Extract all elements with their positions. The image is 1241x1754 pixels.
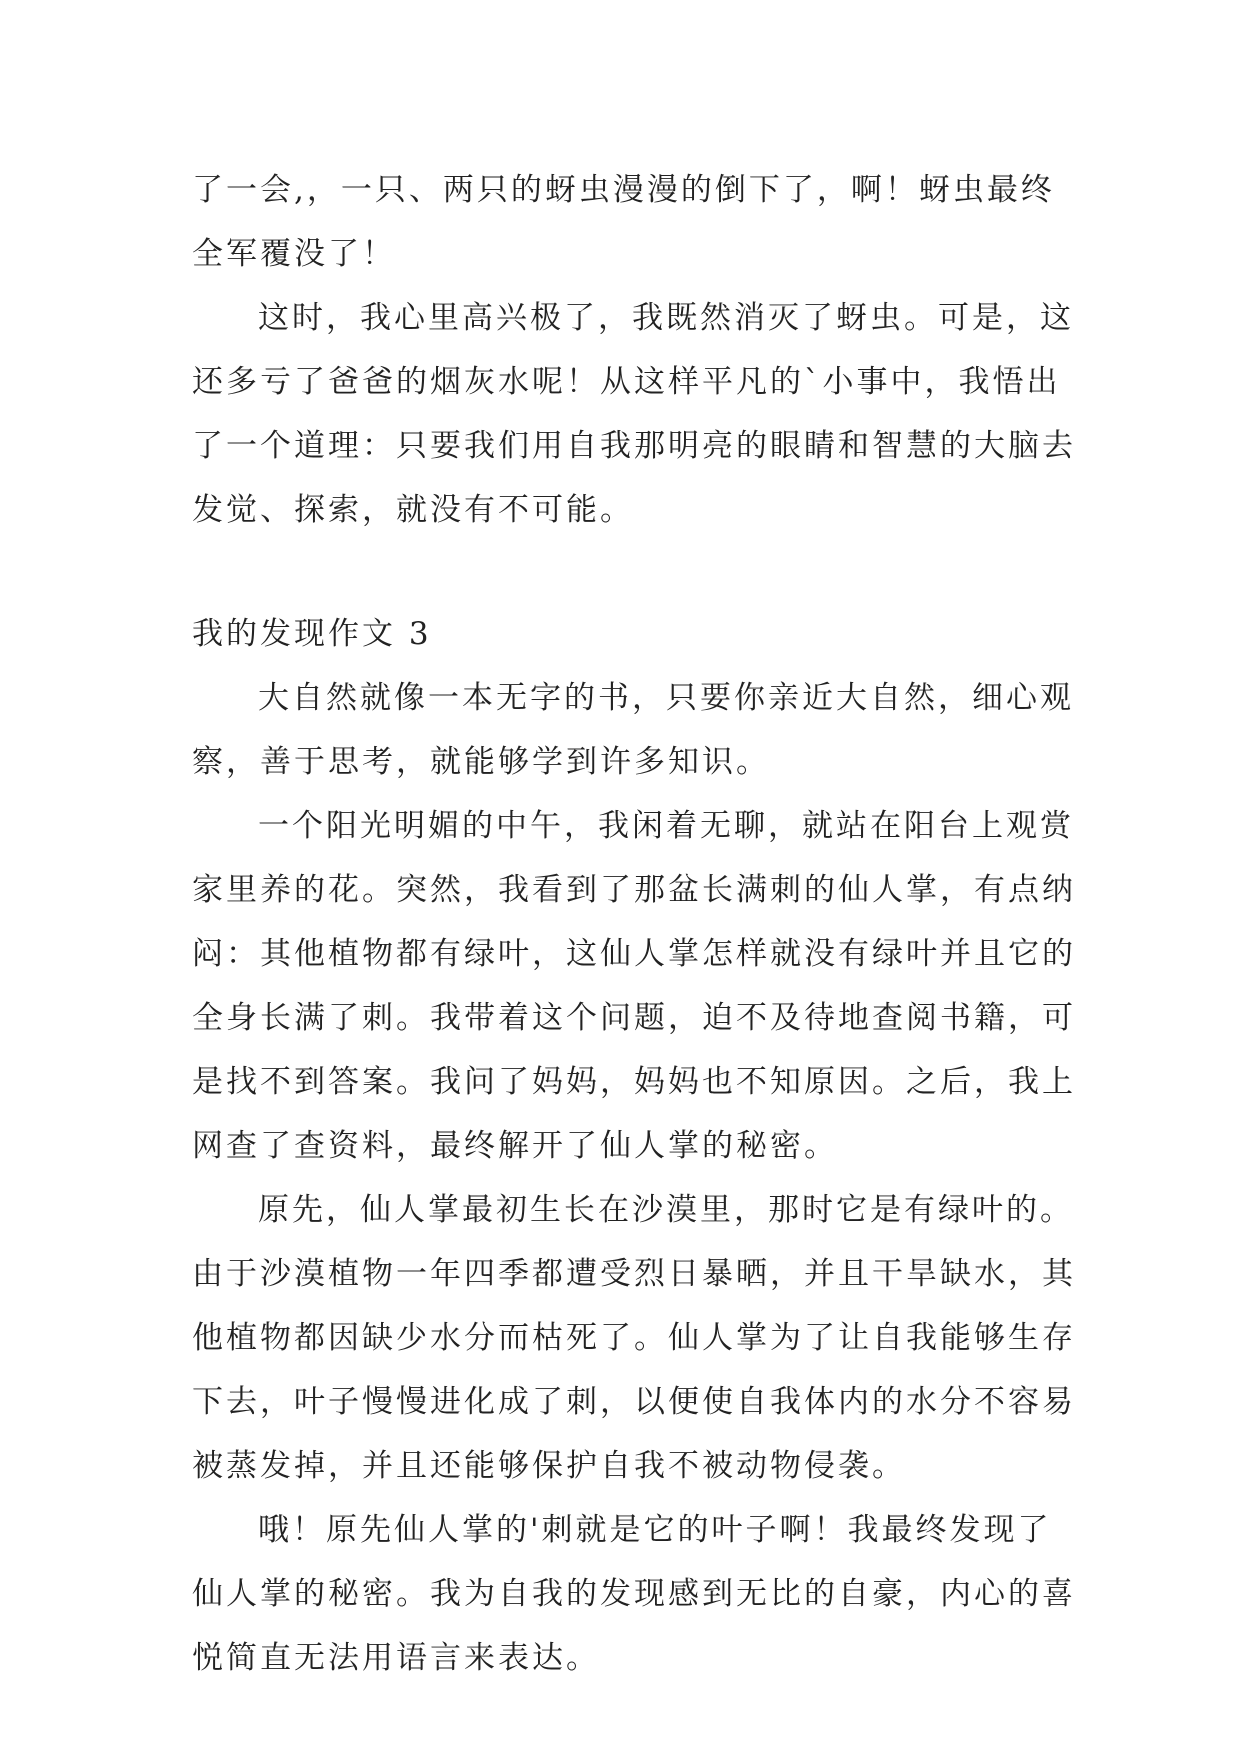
text-line: 被蒸发掉，并且还能够保护自我不被动物侵袭。: [192, 1448, 906, 1484]
text-line: 一个阳光明媚的中午，我闲着无聊，就站在阳台上观赏: [258, 808, 1074, 844]
text-line: 网查了查资料，最终解开了仙人掌的秘密。: [192, 1128, 838, 1164]
text-line: 发觉、探索，就没有不可能。: [192, 492, 634, 528]
text-line: 家里养的花。突然，我看到了那盆长满刺的仙人掌，有点纳: [192, 872, 1076, 908]
paragraph-4: [192, 794, 1076, 1178]
text-line: 由于沙漠植物一年四季都遭受烈日暴晒，并且干旱缺水，其: [192, 1256, 1076, 1292]
text-line: 是找不到答案。我问了妈妈，妈妈也不知原因。之后，我上: [192, 1064, 1076, 1100]
paragraph-5: [192, 1178, 1076, 1498]
intro-paragraph: [192, 158, 1062, 286]
text-line: 了一会,，一只、两只的蚜虫漫漫的倒下了，啊！蚜虫最终: [192, 172, 1055, 208]
text-line: 仙人掌的秘密。我为自我的发现感到无比的自豪，内心的喜: [192, 1576, 1076, 1612]
text-line: 悦简直无法用语言来表达。: [192, 1640, 600, 1676]
text-line: 哦！原先仙人掌的'刺就是它的叶子啊！我最终发现了: [258, 1512, 1052, 1548]
text-line: 下去，叶子慢慢进化成了刺，以便使自我体内的水分不容易: [192, 1384, 1076, 1420]
text-line: 全军覆没了！: [192, 236, 396, 272]
text-line: 了一个道理：只要我们用自我那明亮的眼睛和智慧的大脑去: [192, 428, 1076, 464]
text-line: 这时，我心里高兴极了，我既然消灭了蚜虫。可是，这: [258, 300, 1074, 336]
paragraph-3: [192, 666, 1074, 794]
document-body: [192, 158, 1076, 1690]
text-line: 全身长满了刺。我带着这个问题，迫不及待地查阅书籍，可: [192, 1000, 1076, 1036]
section-title-block: [192, 602, 1062, 666]
text-line: 闷：其他植物都有绿叶，这仙人掌怎样就没有绿叶并且它的: [192, 936, 1076, 972]
section-title: 我的发现作文 3: [192, 616, 432, 652]
text-line: 原先，仙人掌最初生长在沙漠里，那时它是有绿叶的。: [258, 1192, 1074, 1228]
text-line: 察，善于思考，就能够学到许多知识。: [192, 744, 770, 780]
section-gap: [192, 542, 1062, 602]
paragraph-6: [192, 1498, 1076, 1690]
paragraph-2: [192, 286, 1076, 542]
text-line: 大自然就像一本无字的书，只要你亲近大自然，细心观: [258, 680, 1074, 716]
text-line: 他植物都因缺少水分而枯死了。仙人掌为了让自我能够生存: [192, 1320, 1076, 1356]
text-line: 还多亏了爸爸的烟灰水呢！从这样平凡的`小事中，我悟出: [192, 364, 1061, 400]
